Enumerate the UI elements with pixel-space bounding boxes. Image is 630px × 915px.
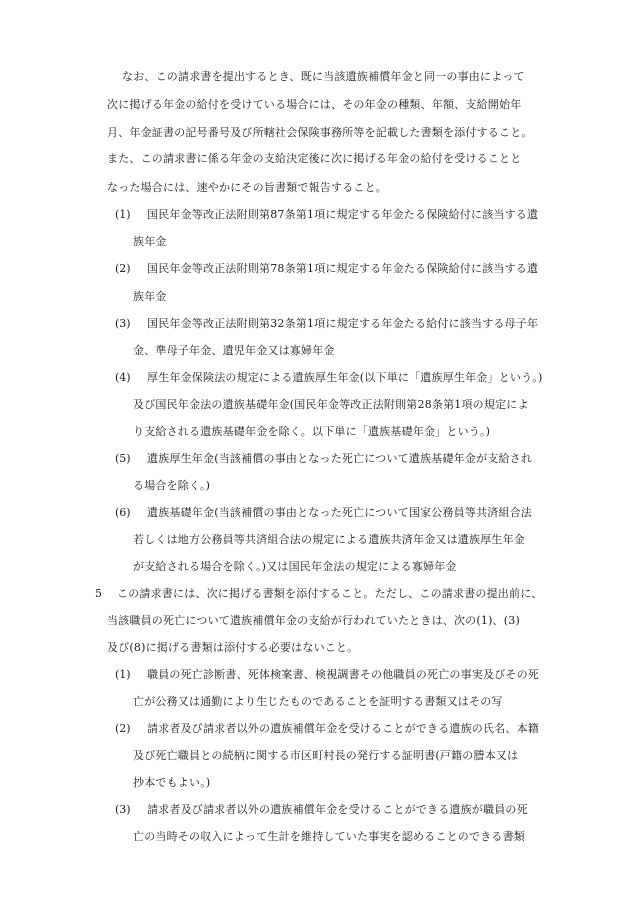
text-line: 請求者及び請求者以外の遺族補償年金を受けることができる遺族が職員の死: [147, 803, 528, 816]
text-line: 若しくは地方公務員等共済組合法の規定による遺族共済年金又は遺族厚生年金: [133, 533, 525, 546]
text-line: 国民年金等改正法附則第87条第1項に規定する年金たる保険給付に該当する遺: [147, 208, 539, 221]
text-line: 請求者及び請求者以外の遺族補償年金を受けることができる遺族の氏名、本籍: [147, 722, 539, 735]
text-line: 族年金: [133, 235, 167, 248]
item-number: (2): [115, 262, 131, 275]
item-number: (3): [115, 803, 131, 816]
text-line: 亡の当時その収入によって生計を維持していた事実を認めることのできる書類: [133, 830, 525, 843]
text-line: 次に掲げる年金の給付を受けている場合には、その年金の種類、年額、支給開始年: [107, 98, 522, 111]
text-line: る場合を除く。): [133, 479, 211, 492]
text-line: 金、準母子年金、遺児年金又は寡婦年金: [133, 344, 335, 357]
text-line: 当該職員の死亡について遺族補償年金の支給が行われていたときは、次の(1)、(3): [107, 614, 520, 627]
text-line: 亡が公務又は通勤により生じたものであることを証明する書類又はその写: [133, 695, 503, 708]
text-line: 及び国民年金法の遺族基礎年金(国民年金等改正法附則第28条第1項の規定によ: [133, 398, 529, 411]
text-line: が支給される場合を除く。)又は国民年金法の規定による寡婦年金: [133, 560, 457, 573]
text-line: この請求書には、次に掲げる書類を添付すること。ただし、この請求書の提出前に、: [117, 587, 543, 600]
item-number: (6): [115, 506, 131, 519]
text-line: 抄本でもよい。): [133, 776, 211, 789]
text-line: り支給される遺族基礎年金を除く。以下単に「遺族基礎年金」という。): [133, 425, 491, 438]
text-line: 遺族基礎年金(当該補償の事由となった死亡について国家公務員等共済組合法: [147, 506, 533, 519]
text-line: 職員の死亡診断書、死体検案書、検視調書その他職員の死亡の事実及びその死: [147, 668, 539, 681]
item-number: (4): [115, 371, 131, 384]
text-line: 及び(8)に掲げる書類は添付する必要はないこと。: [107, 641, 359, 654]
text-line: 遺族厚生年金(当該補償の事由となった死亡について遺族基礎年金が支給され: [147, 452, 533, 465]
text-line: 及び死亡職員との続柄に関する市区町村長の発行する証明書(戸籍の謄本又は: [133, 749, 519, 762]
text-line: 国民年金等改正法附則第78条第1項に規定する年金たる保険給付に該当する遺: [147, 262, 539, 275]
text-line: なお、この請求書を提出するとき、既に当該遺族補償年金と同一の事由によって: [122, 70, 525, 83]
text-line: 厚生年金保険法の規定による遺族厚生年金(以下単に「遺族厚生年金」という。): [147, 371, 543, 384]
text-line: 国民年金等改正法附則第32条第1項に規定する年金たる給付に該当する母子年: [147, 317, 539, 330]
item-number: (5): [115, 452, 131, 465]
text-line: 月、年金証書の記号番号及び所轄社会保険事務所等を記載した書類を添付すること。: [107, 126, 533, 139]
item-number: (2): [115, 722, 131, 735]
item-number: (1): [115, 208, 131, 221]
text-line: また、この請求書に係る年金の支給決定後に次に掲げる年金の給付を受けることと: [107, 152, 522, 165]
section-number: 5: [95, 587, 102, 600]
text-line: 族年金: [133, 290, 167, 303]
item-number: (1): [115, 668, 131, 681]
item-number: (3): [115, 317, 131, 330]
text-line: なった場合には、速やかにその旨書類で報告すること。: [107, 181, 387, 194]
